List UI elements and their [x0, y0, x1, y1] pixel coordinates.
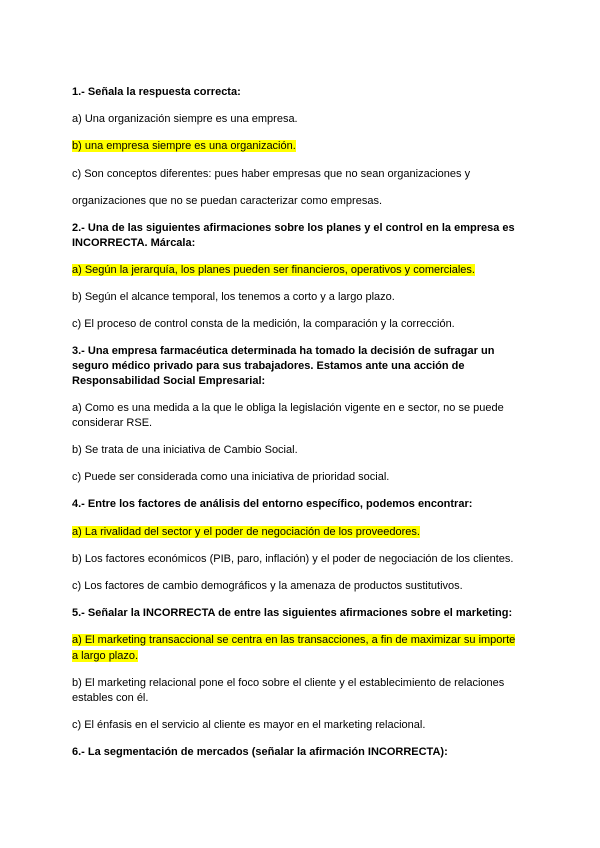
option-prefix: a): [72, 526, 85, 538]
question-1-title: 1.- Señala la respuesta correcta:: [72, 86, 241, 98]
highlighted-answer: a) El marketing transaccional se centra en las transacciones, a fin de maximizar su importe: [72, 634, 516, 646]
question-6-title: 6.- La segmentación de mercados (señalar la afirmación INCORRECTA):: [72, 746, 448, 758]
question-4-option-b: b) Los factores económicos (PIB, paro, inflación) y el poder de negociación de los clientes.: [72, 553, 514, 565]
question-5-option-c: c) El énfasis en el servicio al cliente es mayor en el marketing relacional.: [72, 719, 426, 731]
question-3-title-line-1: 3.- Una empresa farmacéutica determinada ha tomado la decisión de sufragar un: [72, 345, 495, 357]
question-1-option-c-line-1: c) Son conceptos diferentes: pues haber empresas que no sean organizaciones y: [72, 168, 471, 180]
question-5-option-b-line-2: estables con él.: [72, 692, 149, 704]
highlighted-answer: a largo plazo.: [72, 650, 139, 662]
question-2-option-a: [72, 263, 532, 278]
question-2-option-b: b) Según el alcance temporal, los tenemos a corto y a largo plazo.: [72, 291, 395, 303]
question-3-option-a-line-1: a) Como es una medida a la que le obliga la legislación vigente en e sector, no se puede: [72, 402, 504, 414]
question-2-title-line-2: INCORRECTA. Márcala:: [72, 237, 196, 249]
question-4-option-c: c) Los factores de cambio demográficos y la amenaza de productos sustitutivos.: [72, 580, 463, 592]
question-3-option-b: b) Se trata de una iniciativa de Cambio Social.: [72, 444, 298, 456]
question-3-title-line-2: seguro médico privado para sus trabajadores. Estamos ante una acción de: [72, 360, 465, 372]
highlighted-answer: a) Según la jerarquía, los planes pueden ser financieros, operativos y comerciales.: [72, 264, 475, 276]
question-3-option-c: c) Puede ser considerada como una iniciativa de prioridad social.: [72, 471, 390, 483]
question-1-option-a: a) Una organización siempre es una empresa.: [72, 113, 298, 125]
question-3-option-a-line-2: considerar RSE.: [72, 417, 153, 429]
question-2-option-c: c) El proceso de control consta de la medición, la comparación y la corrección.: [72, 318, 455, 330]
highlighted-answer: La rivalidad del sector y el poder de negociación de los proveedores.: [84, 526, 420, 538]
question-4-title: 4.- Entre los factores de análisis del entorno específico, podemos encontrar:: [72, 498, 473, 510]
question-1-option-b: [72, 139, 532, 154]
question-5-option-a-line-2: [72, 649, 532, 664]
question-5-option-a-line-1: [72, 633, 532, 648]
question-1-option-c-line-2: organizaciones que no se puedan caracterizar como empresas.: [72, 195, 383, 207]
highlighted-answer: b) una empresa siempre es una organización.: [72, 140, 296, 152]
question-2-title-line-1: 2.- Una de las siguientes afirmaciones sobre los planes y el control en la empresa es: [72, 222, 515, 234]
question-5-option-b-line-1: b) El marketing relacional pone el foco sobre el cliente y el establecimiento de relaciones: [72, 677, 505, 689]
question-4-option-a: [72, 525, 532, 540]
question-3-title-line-3: Responsabilidad Social Empresarial:: [72, 375, 266, 387]
question-5-title: 5.- Señalar la INCORRECTA de entre las siguientes afirmaciones sobre el marketing:: [72, 607, 513, 619]
